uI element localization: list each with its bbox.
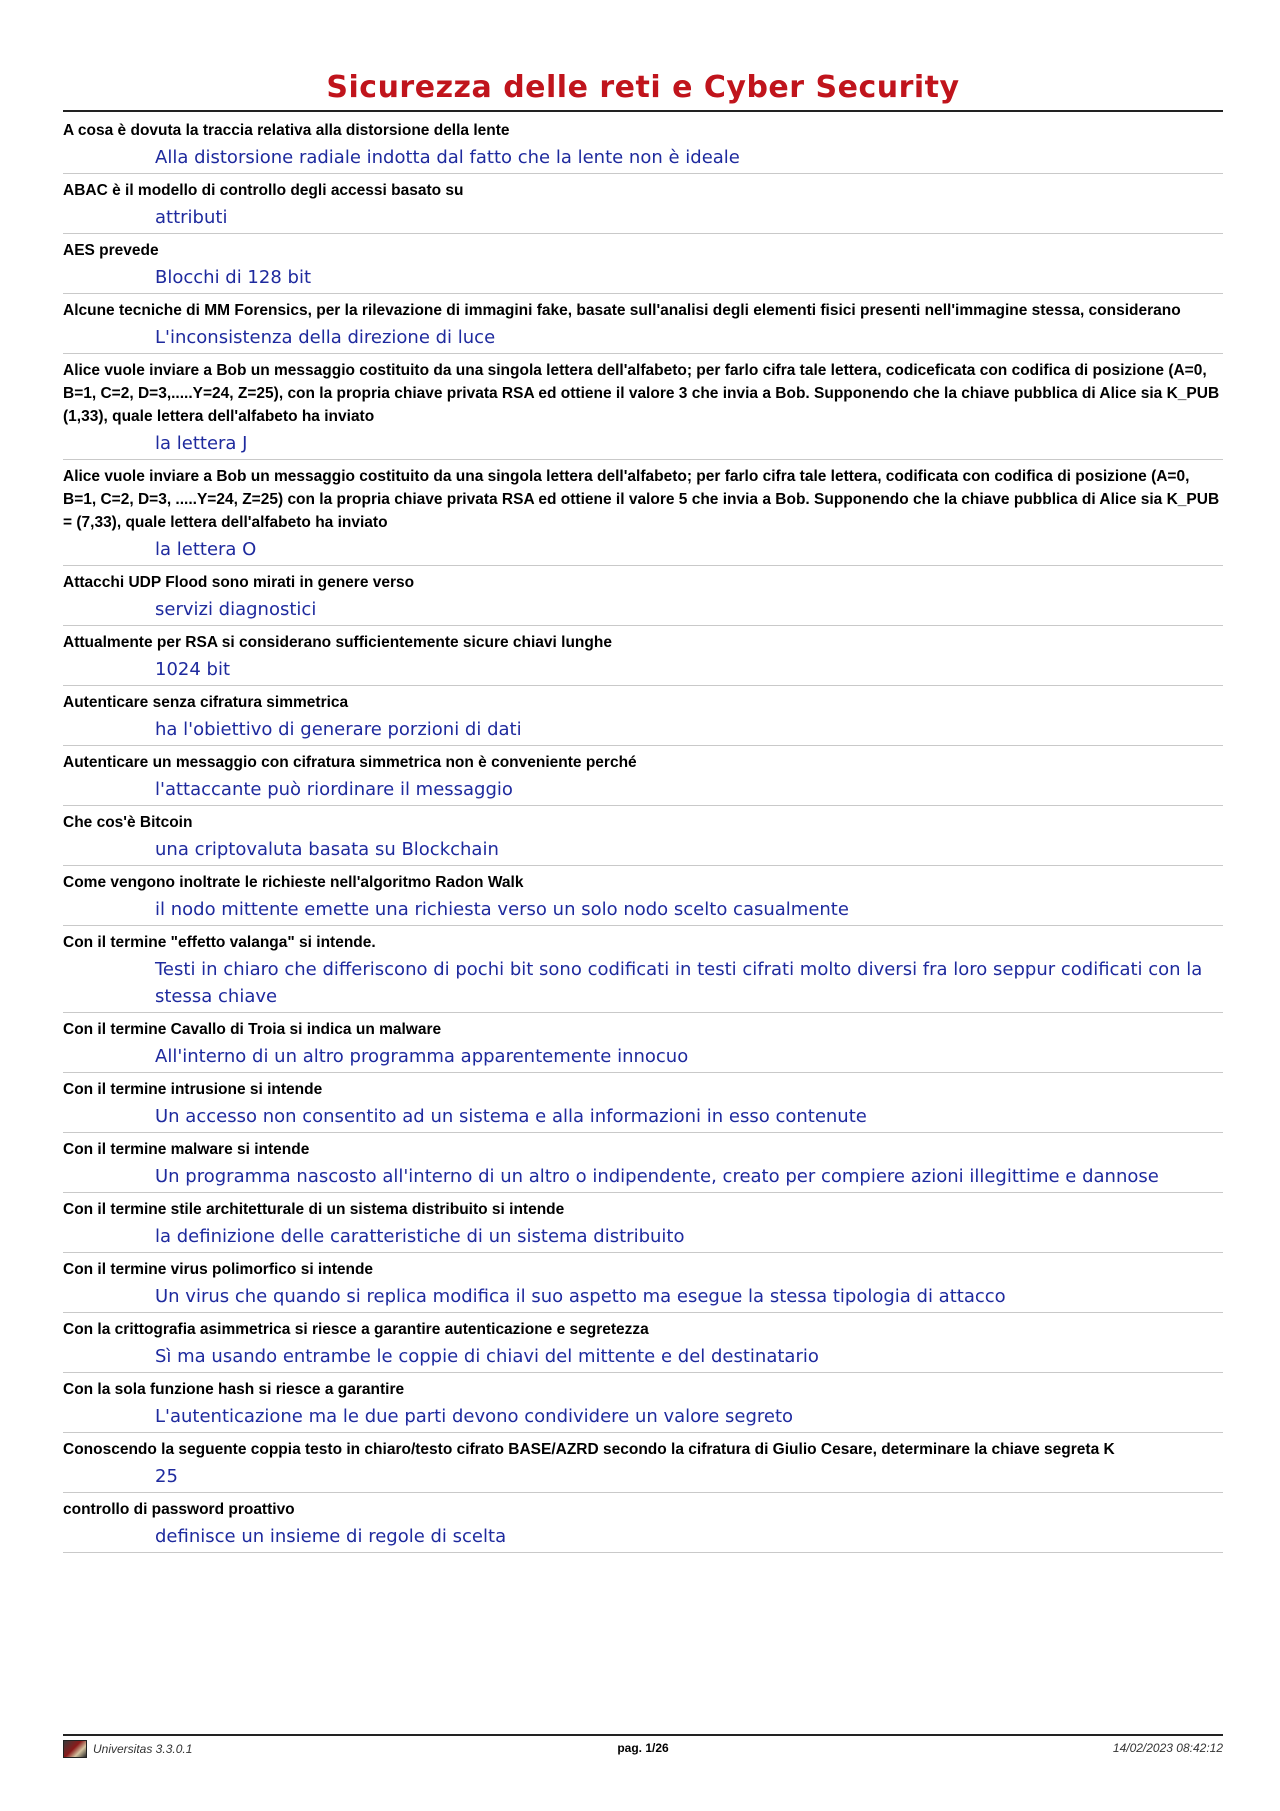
qa-item [63, 1313, 1223, 1373]
answer-text: la lettera O [155, 539, 257, 560]
question-text: Che cos'è Bitcoin [63, 814, 193, 831]
answer-text: il nodo mittente emette una richiesta verso un solo nodo scelto casualmente [155, 899, 849, 920]
question-text: Alice vuole inviare a Bob un messaggio costituito da una singola lettera dell'alfabeto; per farlo cifra tale lettera, codificata con codifica di posizione (A=0, B=1, C=2, D=3, .....Y=24, Z=25) con la propria chiave privata RSA ed ottiene il valore 5 che invia a Bob. Supponendo che la chiave pubblica di Alice sia K_PUB = (7,33), quale lettera dell'alfabeto ha inviato [63, 468, 1220, 531]
answer-text: L'autenticazione ma le due parti devono condividere un valore segreto [155, 1406, 794, 1427]
qa-item [63, 686, 1223, 746]
answer-text: Un programma nascosto all'interno di un altro o indipendente, creato per compiere azioni illegittime e dannose [155, 1166, 1159, 1187]
document-page [63, 66, 1223, 1553]
qa-item [63, 1133, 1223, 1193]
answer-text: Un accesso non consentito ad un sistema e alla informazioni in esso contenute [155, 1106, 867, 1127]
footer-app-name: Universitas 3.3.0.1 [93, 1742, 193, 1756]
qa-item [63, 1013, 1223, 1073]
footer-page-number: pag. 1/26 [617, 1741, 669, 1755]
answer-text: 1024 bit [155, 659, 231, 680]
qa-item [63, 460, 1223, 566]
answer-text: 25 [155, 1466, 178, 1487]
question-text: Con il termine intrusione si intende [63, 1081, 323, 1098]
question-text: Attualmente per RSA si considerano sufficientemente sicure chiavi lunghe [63, 634, 612, 651]
question-text: Con la crittografia asimmetrica si riesce a garantire autenticazione e segretezza [63, 1321, 649, 1338]
answer-text: l'attaccante può riordinare il messaggio [155, 779, 513, 800]
question-text: Con la sola funzione hash si riesce a garantire [63, 1381, 405, 1398]
question-text: ABAC è il modello di controllo degli accessi basato su [63, 182, 464, 199]
qa-item [63, 626, 1223, 686]
answer-text: Testi in chiaro che differiscono di pochi bit sono codificati in testi cifrati molto diversi fra loro seppur codificati con la stessa chiave [155, 959, 1203, 1007]
question-text: Come vengono inoltrate le richieste nell'algoritmo Radon Walk [63, 874, 524, 891]
qa-list [63, 114, 1223, 1553]
qa-item [63, 746, 1223, 806]
question-text: Autenticare un messaggio con cifratura simmetrica non è conveniente perché [63, 754, 637, 771]
qa-item [63, 114, 1223, 174]
page-title: Sicurezza delle reti e Cyber Security [63, 66, 1223, 112]
answer-text: una criptovaluta basata su Blockchain [155, 839, 499, 860]
question-text: Autenticare senza cifratura simmetrica [63, 694, 349, 711]
qa-item [63, 1193, 1223, 1253]
question-text: Alice vuole inviare a Bob un messaggio costituito da una singola lettera dell'alfabeto; per farlo cifra tale lettera, codiceficata con codifica di posizione (A=0, B=1, C=2, D=3,.....Y=24, Z=25), con la propria chiave privata RSA ed ottiene il valore 3 che invia a Bob. Supponendo che la chiave pubblica di Alice sia K_PUB (1,33), quale lettera dell'alfabeto ha inviato [63, 362, 1220, 425]
qa-item [63, 174, 1223, 234]
answer-text: Un virus che quando si replica modifica il suo aspetto ma esegue la stessa tipologia di attacco [155, 1286, 1006, 1307]
qa-item [63, 1373, 1223, 1433]
answer-text: ha l'obiettivo di generare porzioni di dati [155, 719, 522, 740]
qa-item [63, 866, 1223, 926]
answer-text: Sì ma usando entrambe le coppie di chiavi del mittente e del destinatario [155, 1346, 819, 1367]
answer-text: L'inconsistenza della direzione di luce [155, 327, 496, 348]
qa-item [63, 234, 1223, 294]
qa-item [63, 1493, 1223, 1553]
question-text: Con il termine Cavallo di Troia si indica un malware [63, 1021, 442, 1038]
question-text: Attacchi UDP Flood sono mirati in genere verso [63, 574, 415, 591]
question-text: Con il termine stile architetturale di un sistema distribuito si intende [63, 1201, 565, 1218]
answer-text: attributi [155, 207, 228, 228]
question-text: controllo di password proattivo [63, 1501, 295, 1518]
qa-item [63, 1433, 1223, 1493]
answer-text: Blocchi di 128 bit [155, 267, 311, 288]
footer-timestamp: 14/02/2023 08:42:12 [1112, 1741, 1223, 1755]
qa-item [63, 1073, 1223, 1133]
question-text: Con il termine malware si intende [63, 1141, 310, 1158]
answer-text: All'interno di un altro programma apparentemente innocuo [155, 1046, 689, 1067]
answer-text: Alla distorsione radiale indotta dal fatto che la lente non è ideale [155, 147, 740, 168]
qa-item [63, 926, 1223, 1013]
answer-text: la definizione delle caratteristiche di un sistema distribuito [155, 1226, 685, 1247]
qa-item [63, 354, 1223, 460]
question-text: Con il termine "effetto valanga" si intende. [63, 934, 376, 951]
question-text: A cosa è dovuta la traccia relativa alla distorsione della lente [63, 122, 510, 139]
question-text: Con il termine virus polimorfico si intende [63, 1261, 374, 1278]
qa-item [63, 1253, 1223, 1313]
qa-item [63, 566, 1223, 626]
answer-text: servizi diagnostici [155, 599, 317, 620]
qa-item [63, 806, 1223, 866]
answer-text: la lettera J [155, 433, 248, 454]
page-footer [63, 1734, 1223, 1760]
question-text: Conoscendo la seguente coppia testo in chiaro/testo cifrato BASE/AZRD secondo la cifratura di Giulio Cesare, determinare la chiave segreta K [63, 1441, 1115, 1458]
answer-text: definisce un insieme di regole di scelta [155, 1526, 507, 1547]
question-text: Alcune tecniche di MM Forensics, per la rilevazione di immagini fake, basate sull'analisi degli elementi fisici presenti nell'immagine stessa, considerano [63, 302, 1181, 319]
question-text: AES prevede [63, 242, 159, 259]
qa-item [63, 294, 1223, 354]
